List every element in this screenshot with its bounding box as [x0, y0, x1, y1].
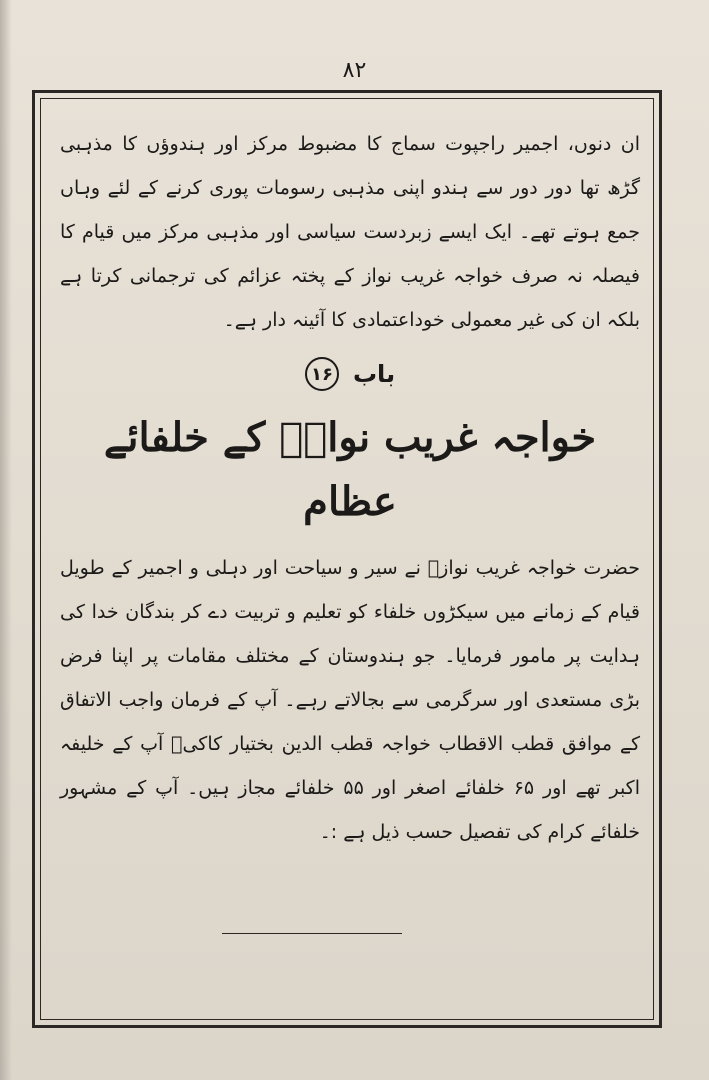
section-divider-rule [222, 933, 402, 934]
body-paragraph: حضرت خواجہ غریب نوازؒ نے سیر و سیاحت اور دہلی و اجمیر کے طویل قیام کے زمانے میں سیکڑوں خلفاء کو تعلیم و تربیت دے کر بندگان خدا کی ہدایت پر مامور فرمایا۔ جو ہندوستان کے مختلف مقامات پر اپنا فرض بڑی مستعدی اور سرگرمی سے بجالاتے رہے۔ آپ کے فرمان واجب الاتفاق کے موافق قطب الاقطاب خواجہ قطب الدین بختیار کاکیؒ آپ کے خلیفہ اکبر تھے اور ۶۵ خلفائے اصغر اور ۵۵ خلفائے مجاز ہیں۔ آپ کے مشہور خلفائے کرام کی تفصیل حسب ذیل ہے :۔ [60, 557, 641, 843]
chapter-number-circle: ۱۶ [305, 357, 339, 391]
intro-paragraph: ان دنوں، اجمیر راجپوت سماج کا مضبوط مرکز اور ہندوؤں کا مذہبی گڑھ تھا دور دور سے ہندو اپنی مذہبی رسومات پوری کرنے کے لئے وہاں جمع ہوتے تھے۔ ایک ایسے زبردست سیاسی اور مذہبی مرکز میں قیام کا فیصلہ نہ صرف خواجہ غریب نواز کے پختہ عزائم کی ترجمانی کرتا ہے بلکہ ان کی غیر معمولی خوداعتمادی کا آئینہ دار ہے۔ [60, 133, 640, 331]
chapter-heading [60, 352, 640, 396]
chapter-title: خواجہ غریب نوازؒ کے خلفائے عظام [103, 414, 597, 525]
page-number: ۸۲ [342, 58, 367, 83]
chapter-label: باب [352, 360, 396, 388]
page-edge-shadow [0, 0, 12, 1080]
page-content [60, 118, 640, 854]
